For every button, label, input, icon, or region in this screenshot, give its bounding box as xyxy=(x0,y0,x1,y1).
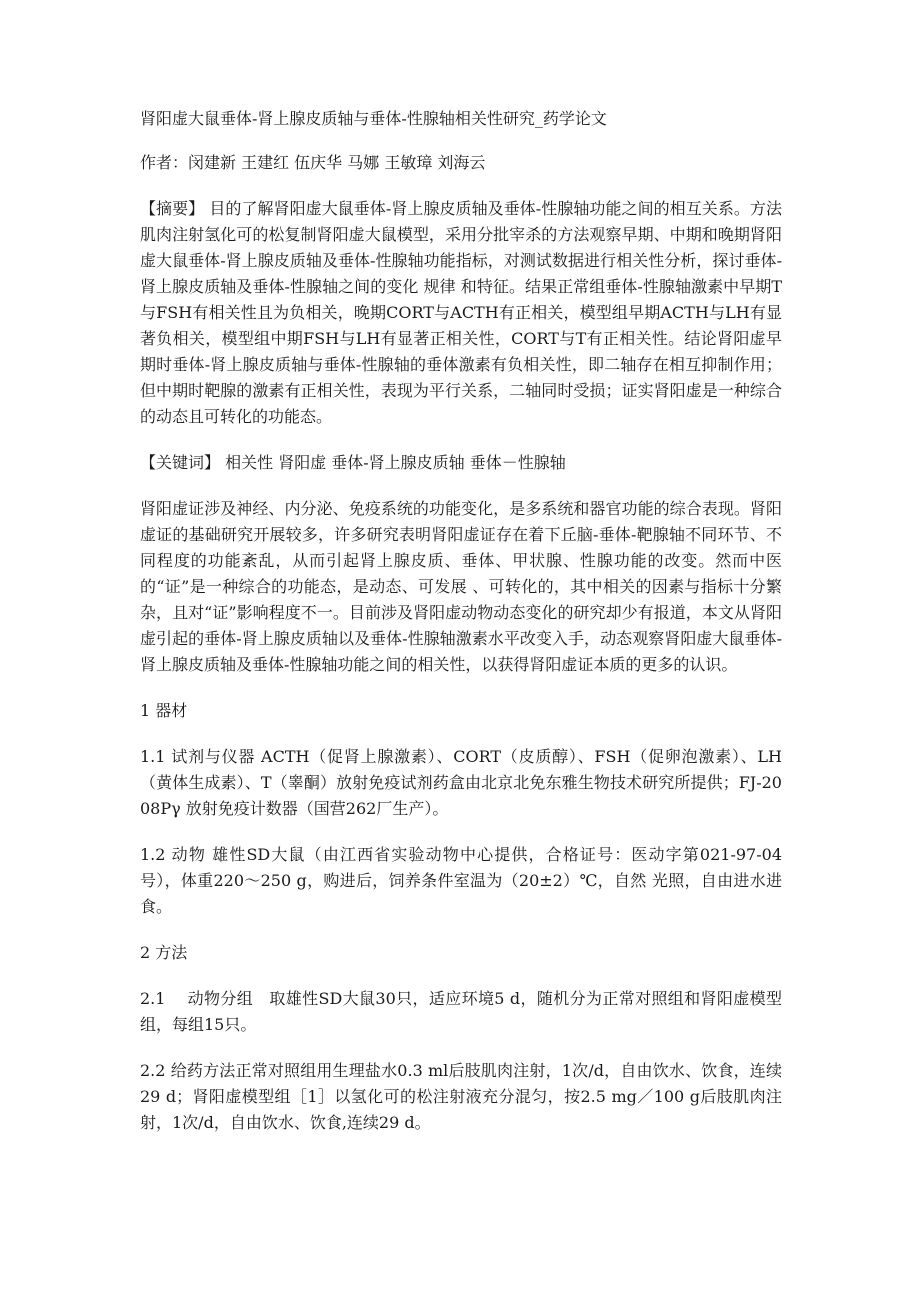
subsection-animals: 1.2 动物 雄性SD大鼠（由江西省实验动物中心提供，合格证号：医动字第021-97-04号），体重220～250 g，购进后，饲养条件室温为（20±2）℃，自然 光照，自由进水进食。 xyxy=(140,845,782,916)
authors-line: 作者：闵建新 王建红 伍庆华 马娜 王敏璋 刘海云 xyxy=(140,153,486,172)
intro-paragraph: 肾阳虚证涉及神经、内分泌、免疫系统的功能变化，是多系统和器官功能的综合表现。肾阳虚证的基础研究开展较多，许多研究表明肾阳虚证存在着下丘脑-垂体-靶腺轴不同环节、不同程度的功能紊乱，从而引起肾上腺皮质、垂体、甲状腺、性腺功能的改变。然而中医的“证”是一种综合的功能态，是动态、可发展 、可转化的，其中相关的因素与指标十分繁杂，且对“证”影响程度不一。目前涉及肾阳虚动物动态变化的研究却少有报道，本文从肾阳虚引起的垂体-肾上腺皮质轴以及垂体-性腺轴激素水平改变入手，动态观察肾阳虚大鼠垂体-肾上腺皮质轴及垂体-性腺轴功能之间的相关性，以获得肾阳虚证本质的更多的认识。 xyxy=(140,499,782,674)
abstract-label: 【摘要】 xyxy=(140,199,205,218)
subsection-grouping: 2.1 动物分组 取雄性SD大鼠30只，适应环境5 d，随机分为正常对照组和肾阳虚模型组，每组15只。 xyxy=(140,989,782,1034)
document-title: 肾阳虚大鼠垂体-肾上腺皮质轴与垂体-性腺轴相关性研究_药学论文 xyxy=(140,109,607,128)
abstract-text: 目的了解肾阳虚大鼠垂体-肾上腺皮质轴及垂体-性腺轴功能之间的相互关系。方法肌肉注射氢化可的松复制肾阳虚大鼠模型，采用分批宰杀的方法观察早期、中期和晚期肾阳虚大鼠垂体-肾上腺皮质轴及垂体-性腺轴功能指标，对测试数据进行相关性分析，探讨垂体-肾上腺皮质轴及垂体-性腺轴之间的变化 规律 和特征。结果正常组垂体-性腺轴激素中早期T与FSH有相关性且为负相关，晚期CORT与ACTH有正相关，模型组早期ACTH与LH有显著负相关，模型组中期FSH与LH有显著正相关性，CORT与T有正相关性。结论肾阳虚早期时垂体-肾上腺皮质轴与垂体-性腺轴的垂体激素有负相关性，即二轴存在相互抑制作用；但中期时靶腺的激素有正相关性，表现为平行关系，二轴同时受损；证实肾阳虚是一种综合的动态且可转化的功能态。 xyxy=(140,199,782,426)
subsection-reagents: 1.1 试剂与仪器 ACTH（促肾上腺激素）、CORT（皮质醇）、FSH（促卵泡激素）、LH（黄体生成素）、T（睾酮）放射免疫试剂药盒由北京北免东雅生物技术研究所提供；FJ-2008Pγ 放射免疫计数器（国营262厂生产）。 xyxy=(140,747,782,818)
keywords-paragraph xyxy=(140,450,782,476)
section-heading-materials: 1 器材 xyxy=(140,701,188,720)
subsection-dosing: 2.2 给药方法正常对照组用生理盐水0.3 ml后肢肌肉注射，1次/d，自由饮水、饮食，连续29 d；肾阳虚模型组［1］以氢化可的松注射液充分混匀，按2.5 mg／100 g后肢肌肉注射，1次/d，自由饮水、饮食,连续29 d。 xyxy=(140,1061,782,1132)
section-heading-methods: 2 方法 xyxy=(140,943,188,962)
keywords-text: 相关性 肾阳虚 垂体-肾上腺皮质轴 垂体－性腺轴 xyxy=(220,453,566,472)
abstract-paragraph xyxy=(140,196,782,430)
keywords-label: 【关键词】 xyxy=(140,453,221,472)
